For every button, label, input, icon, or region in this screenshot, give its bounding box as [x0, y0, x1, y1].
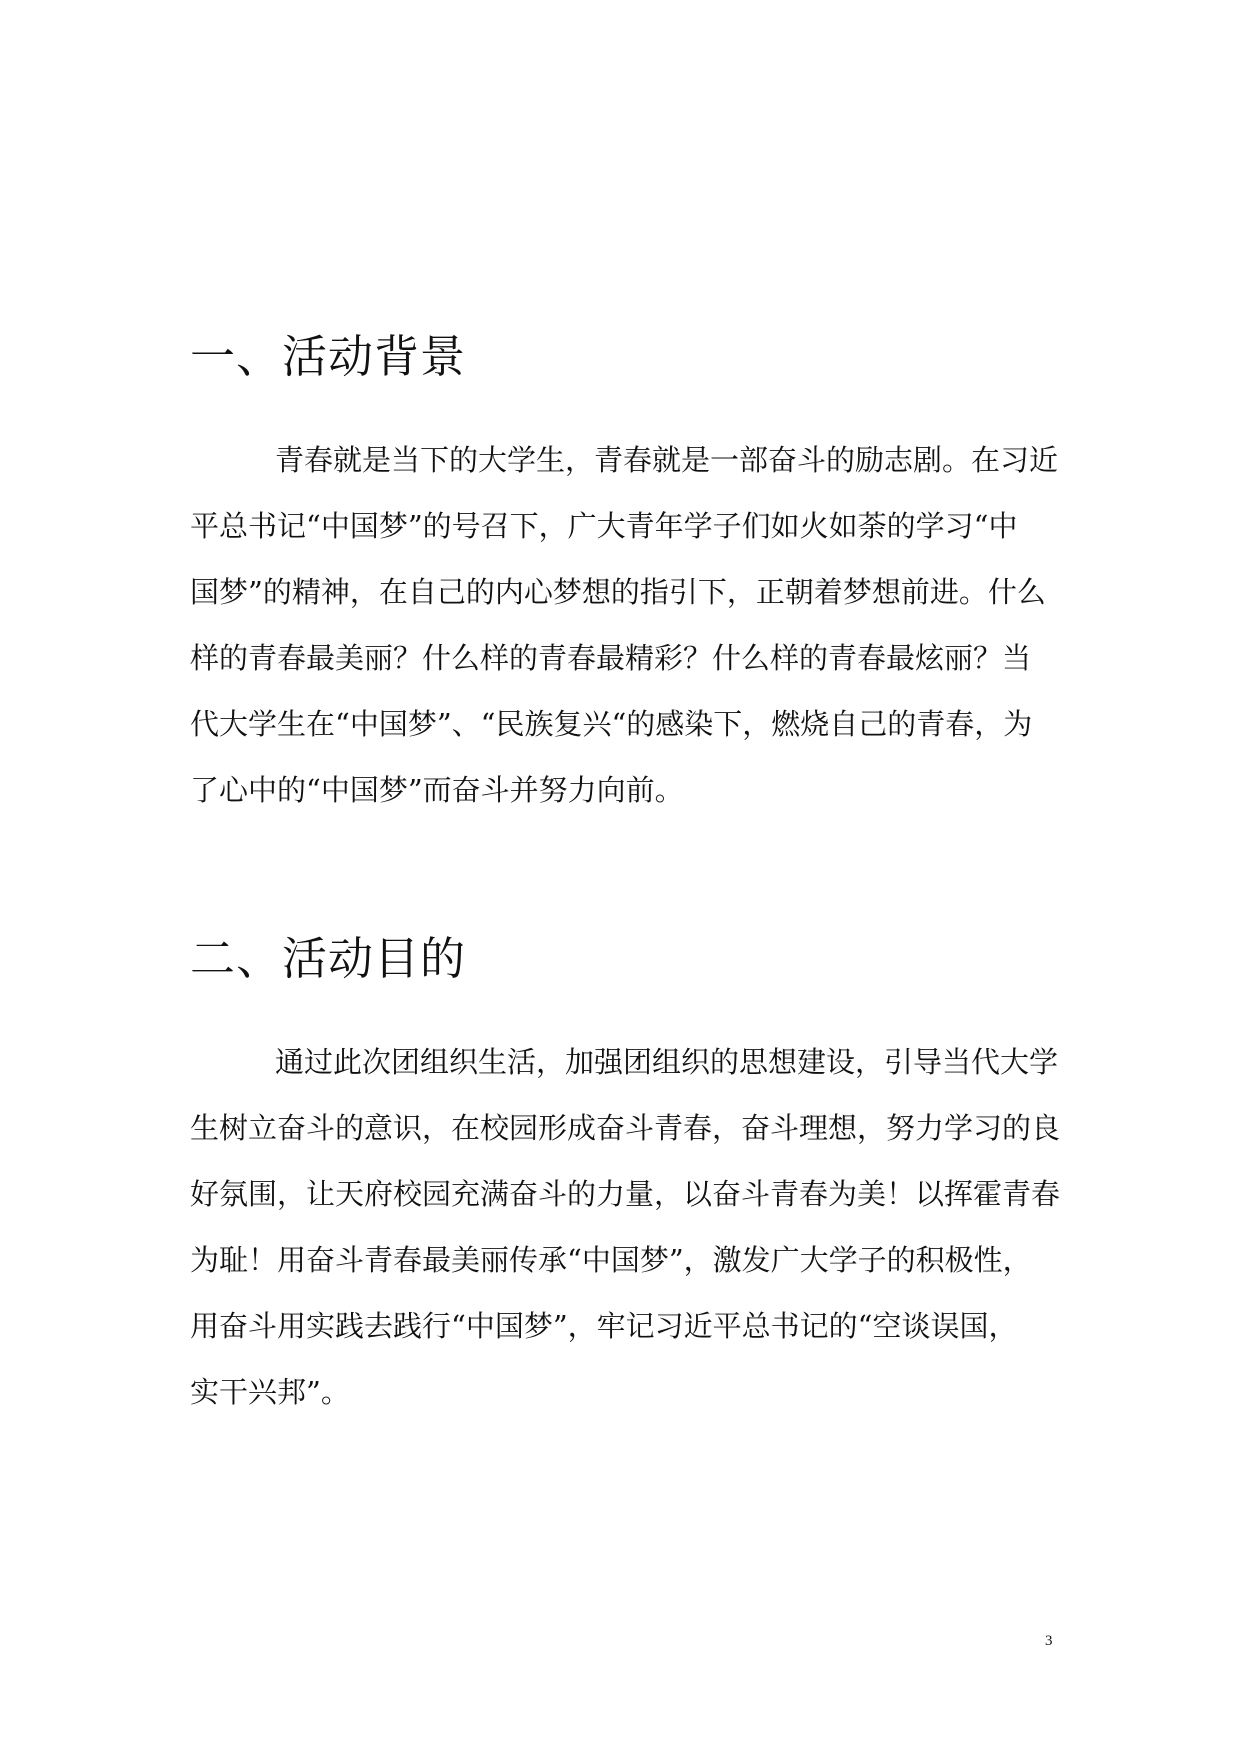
section-heading-purpose: 二、活动目的 [190, 932, 467, 985]
paragraph-line: 通过此次团组织生活，加强团组织的思想建设，引导当代大学 [275, 1045, 1059, 1079]
paragraph-line: 为耻！用奋斗青春最美丽传承“中国梦”，激发广大学子的积极性， [190, 1243, 1032, 1277]
paragraph-line: 国梦”的精神，在自己的内心梦想的指引下，正朝着梦想前进。什么 [190, 575, 1046, 609]
paragraph-line: 青春就是当下的大学生，青春就是一部奋斗的励志剧。在习近 [275, 443, 1059, 477]
paragraph-line: 了心中的“中国梦”而奋斗并努力向前。 [190, 773, 684, 807]
paragraph-line: 生树立奋斗的意识，在校园形成奋斗青春，奋斗理想，努力学习的良 [190, 1111, 1061, 1145]
paragraph-line: 实干兴邦”。 [190, 1375, 350, 1409]
paragraph-line: 好氛围，让天府校园充满奋斗的力量，以奋斗青春为美！以挥霍青春 [190, 1177, 1061, 1211]
paragraph-line: 样的青春最美丽？什么样的青春最精彩？什么样的青春最炫丽？当 [190, 641, 1032, 675]
paragraph-line: 用奋斗用实践去践行“中国梦”，牢记习近平总书记的“空谈误国， [190, 1309, 1018, 1343]
paragraph-line: 代大学生在“中国梦”、“民族复兴“的感染下，燃烧自己的青春，为 [190, 707, 1033, 741]
section-heading-background: 一、活动背景 [190, 330, 467, 383]
page-number: 3 [1045, 1633, 1053, 1649]
paragraph-line: 平总书记“中国梦”的号召下，广大青年学子们如火如荼的学习“中 [190, 509, 1018, 543]
